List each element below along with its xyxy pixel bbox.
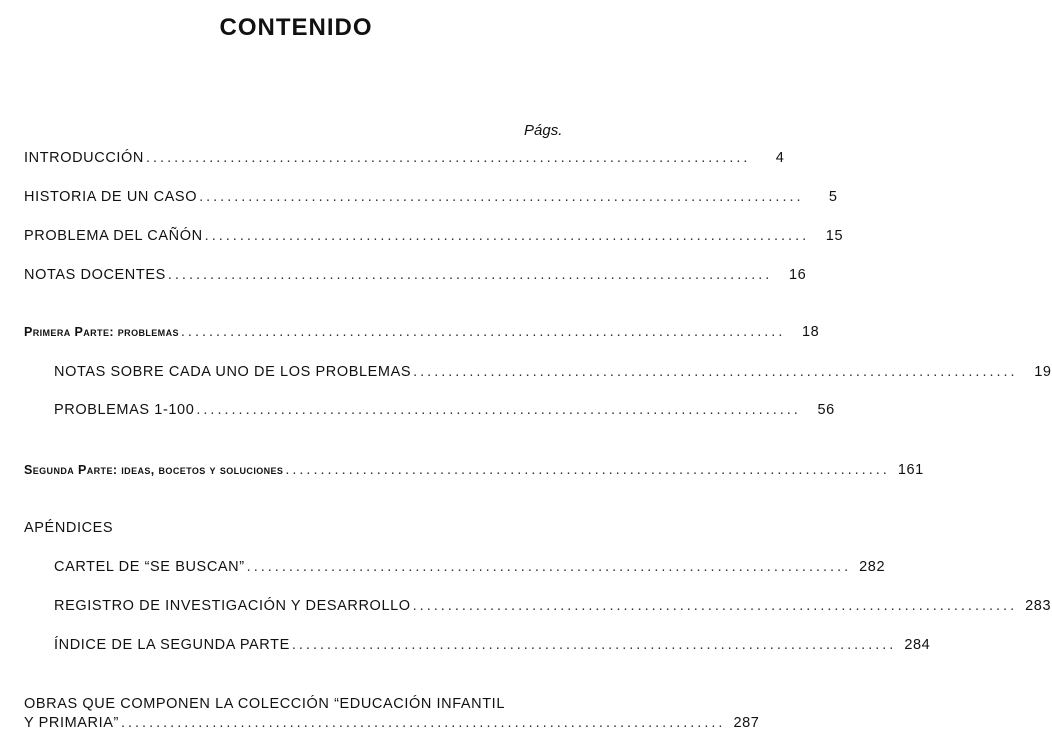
leader-dots: ...................................................................................... [285,462,890,478]
toc-entry[interactable] [24,715,760,731]
toc-entry[interactable] [24,150,785,166]
toc-entry-page: 16 [789,267,807,283]
toc-subentry[interactable] [54,598,1052,614]
toc-part-entry[interactable] [24,462,924,478]
toc-entry-page: 19 [1034,364,1052,380]
leader-dots: ...................................................................................... [199,189,804,205]
leader-dots: ...................................................................................... [246,559,852,575]
toc-entry-label: CARTEL DE “SE BUSCAN” [54,559,245,575]
toc-entry-label: INTRODUCCIÓN [24,150,144,166]
toc-entry-page: 283 [1025,598,1052,614]
toc-entry-page: 5 [828,189,838,205]
toc-subentry[interactable] [54,559,886,575]
toc-entry-label: NOTAS SOBRE CADA UNO DE LOS PROBLEMAS [54,364,412,380]
leader-dots: ...................................................................................... [204,228,810,244]
leader-dots: ...................................................................................... [291,637,897,653]
leader-dots: ...................................................................................... [180,324,786,340]
toc-entry-page: 4 [775,150,785,166]
pages-column-header: Págs. [524,122,563,139]
toc-entry-label-line2: Y PRIMARIA” [24,715,119,731]
toc-entry-label-line1: OBRAS QUE COMPONEN LA COLECCIÓN “EDUCACIÓN INFANTIL [24,696,505,712]
toc-entry-label: NOTAS DOCENTES [24,267,166,283]
leader-dots: ...................................................................................... [167,267,773,283]
leader-dots: ...................................................................................... [196,402,801,418]
toc-entry-page: 56 [817,402,835,418]
toc-entry[interactable] [24,189,838,205]
toc-entry-label: Primera Parte: problemas [24,325,179,339]
toc-entry[interactable] [24,267,807,283]
toc-entry-page: 161 [897,462,924,478]
toc-entry-label: PROBLEMAS 1-100 [54,402,195,418]
toc-subentry[interactable] [54,364,1052,380]
leader-dots: ...................................................................................... [145,150,751,166]
toc-entry-label: ÍNDICE DE LA SEGUNDA PARTE [54,637,290,653]
toc-entry[interactable] [24,228,844,244]
page-title: CONTENIDO [219,14,373,41]
toc-section-heading: APÉNDICES [24,520,114,536]
toc-entry-page: 287 [733,715,760,731]
toc-entry-label: Segunda Parte: ideas, bocetos y soluciones [24,463,284,477]
toc-subentry[interactable] [54,402,835,418]
leader-dots: ...................................................................................... [413,364,1018,380]
toc-subentry[interactable] [54,637,931,653]
toc-entry-page: 282 [859,559,886,575]
toc-entry-label: REGISTRO DE INVESTIGACIÓN Y DESARROLLO [54,598,411,614]
leader-dots: ...................................................................................... [412,598,1018,614]
toc-entry-page: 284 [904,637,931,653]
leader-dots: ...................................................................................... [120,715,726,731]
toc-entry-label: HISTORIA DE UN CASO [24,189,198,205]
toc-entry-page: 18 [802,324,820,340]
toc-part-entry[interactable] [24,324,820,340]
toc-entry-label: PROBLEMA DEL CAÑÓN [24,228,203,244]
toc-entry-page: 15 [825,228,844,244]
